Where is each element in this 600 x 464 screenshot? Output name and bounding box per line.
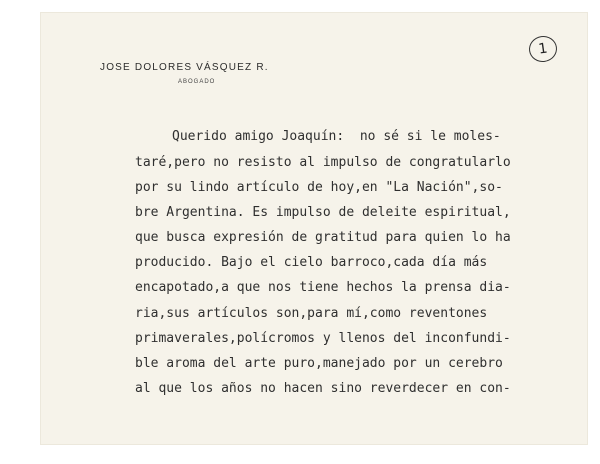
body-line: producido. Bajo el cielo barroco,cada día más [135, 255, 488, 270]
body-line: primaverales,polícromos y llenos del inconfundi- [135, 331, 511, 346]
body-line: encapotado,a que nos tiene hechos la prensa dia- [135, 280, 511, 295]
body-line: por su lindo artículo de hoy,en "La Nación",so- [135, 180, 503, 195]
body-line: que busca expresión de gratitud para quien lo ha [135, 230, 511, 245]
body-line: ria,sus artículos son,para mí,como reventones [135, 306, 488, 321]
page-number-circle: 1 [527, 34, 558, 64]
body-line: al que los años no hacen sino reverdecer en con- [135, 381, 511, 396]
letterhead-title: ABOGADO [178, 79, 216, 85]
letterhead-name: JOSE DOLORES VÁSQUEZ R. [100, 62, 269, 73]
body-line: taré,pero no resisto al impulso de congratularlo [135, 155, 511, 170]
body-line: ble aroma del arte puro,manejado por un cerebro [135, 356, 503, 371]
body-line: Querido amigo Joaquín: no sé si le moles- [172, 129, 501, 144]
body-line: bre Argentina. Es impulso de deleite espiritual, [135, 205, 511, 220]
